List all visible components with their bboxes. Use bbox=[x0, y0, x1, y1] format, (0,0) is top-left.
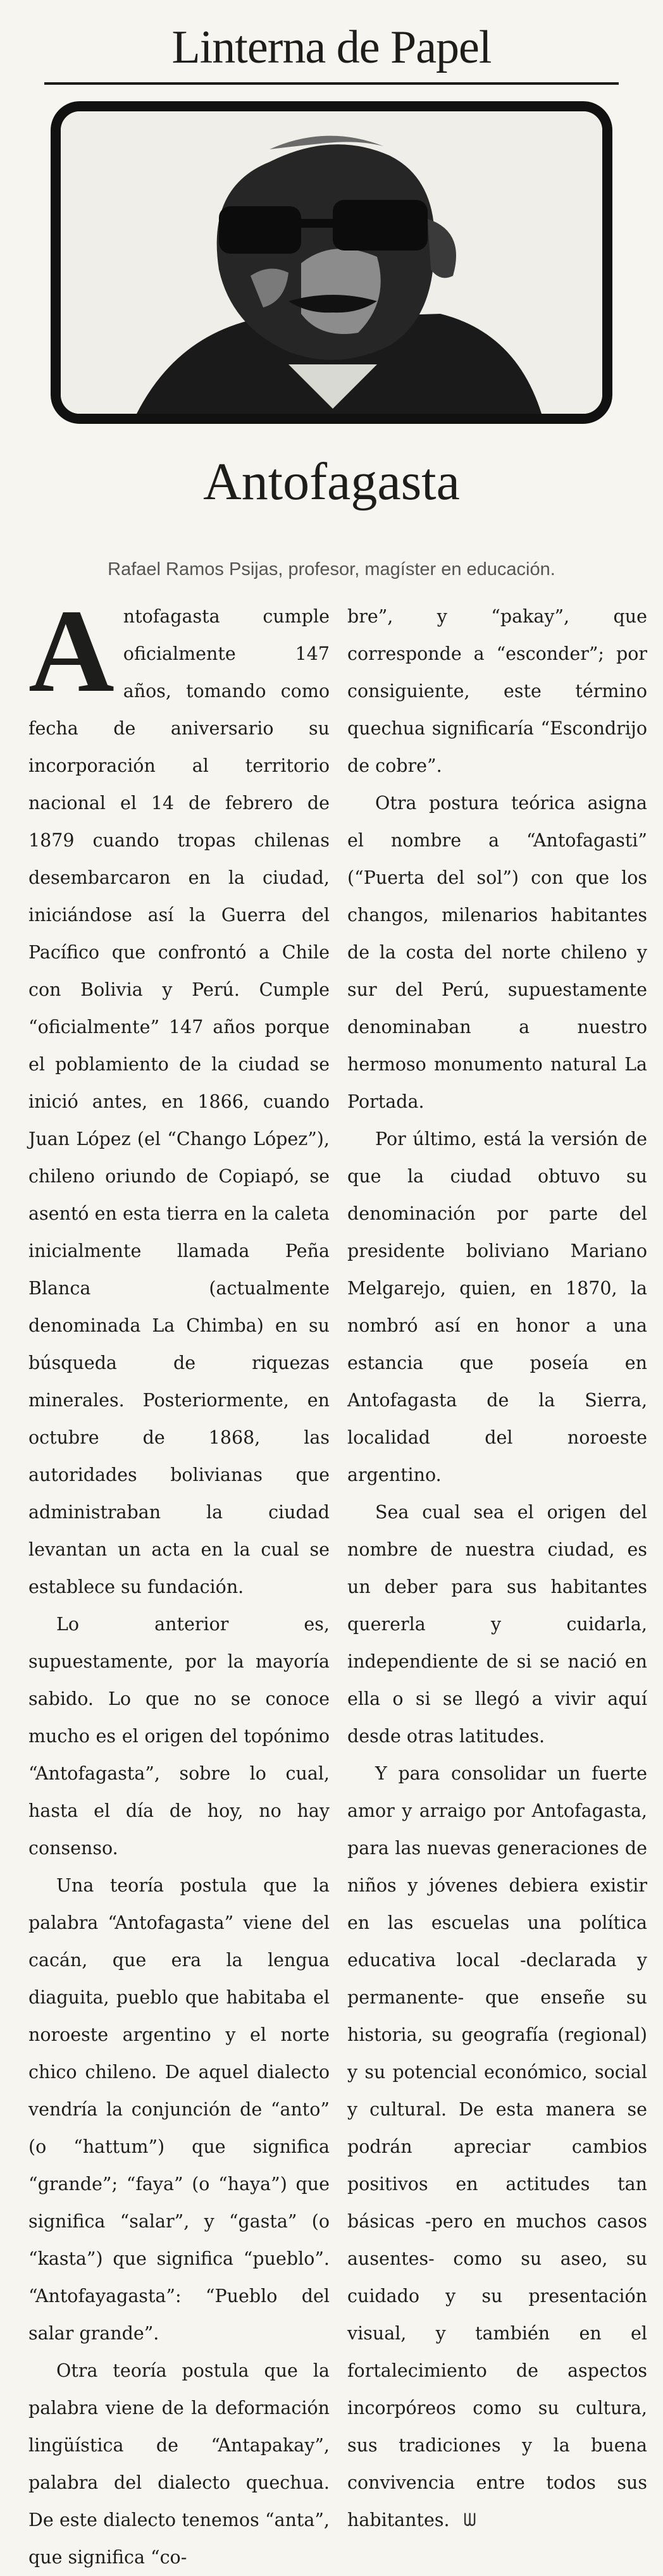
article-paragraph: Sea cual sea el origen del nombre de nuestra ciudad, es un deber para sus habitantes quererla y cuidarla, independiente de si se nació en ella o si se llegó a vivir aquí desde otras latitudes. bbox=[347, 1502, 647, 1747]
article-paragraph: Otra postura teórica asigna el nombre a “Antofagasti” (“Puerta del sol”) con que los changos, milenarios habitantes de la costa del norte chileno y sur del Perú, supuestamente denominaban a nuestro hermoso monumento natural La Portada. bbox=[347, 793, 647, 1112]
paragraph-text: Y para consolidar un fuerte amor y arraigo por Antofagasta, para las nuevas generaciones de niños y jóvenes debiera existir en las escuelas una política educativa local -declarada y permanente- que enseñe su historia, su geografía (regional) y su potencial económico, social y cultural. De esta manera se podrán apreciar cambios positivos en actitudes tan básicas -pero en muchos casos ausentes- como su aseo, su cuidado y su presentación visual, y también en el fortalecimiento de aspectos incorpóreos como su cultura, sus tradiciones y la buena convivencia entre todos sus habitantes. bbox=[347, 1763, 647, 2530]
end-of-article-icon: ᗯ bbox=[463, 2510, 476, 2530]
article-paragraph bbox=[347, 1755, 647, 2539]
article-paragraph: Una teoría postula que la palabra “Antofagasta” viene del cacán, que era la lengua diaguita, pueblo que habitaba el noroeste argentino y el norte chico chileno. De aquel dialecto vendría la conjunción de “anto” (o “hattum”) que significa “grande”; “faya” (o “haya”) que significa “salar”, y “gasta” (o “kasta”) que significa “pueblo”. “Antofayagasta”: “Pueblo del salar grande”. bbox=[28, 1875, 330, 2344]
drop-cap: A bbox=[28, 585, 115, 717]
article-column-left bbox=[28, 585, 330, 2576]
article-column-right bbox=[347, 598, 647, 2539]
article-byline: Rafael Ramos Psijas, profesor, magíster en educación. bbox=[108, 559, 555, 579]
article-paragraph: bre”, y “pakay”, que corresponde a “esconder”; por consiguiente, este término quechua significaría “Escondrijo de cobre”. bbox=[347, 606, 647, 776]
article-paragraph: Otra teoría postula que la palabra viene de la deformación lingüística de “Antapakay”, palabra del dialecto quechua. De este dialecto tenemos “anta”, que significa “co- bbox=[28, 2360, 330, 2568]
section-title: Linterna de Papel bbox=[171, 22, 492, 73]
article-paragraph bbox=[28, 585, 330, 1606]
portrait-illustration bbox=[61, 111, 602, 414]
article-headline: Antofagasta bbox=[203, 452, 460, 511]
paragraph-text: ntofagasta cumple oficialmente 147 años, tomando como fecha de aniversario su incorporación al territorio nacional el 14 de febrero de 1879 cuando tropas chilenas desembarcaron en la ciudad, iniciándose así la Guerra del Pacífico que confrontó a Chile con Bolivia y Perú. Cumple “oficialmente” 147 años porque el poblamiento de la ciudad se inició antes, en 1866, cuando Juan López (el “Chango López”), chileno oriundo de Copiapó, se asentó en esta tierra en la caleta inicialmente llamada Peña Blanca (actualmente denominada La Chimba) en su búsqueda de riquezas minerales. Posteriormente, en octubre de 1868, las autoridades bolivianas que administraban la ciudad levantan un acta en la cual se establece su fundación. bbox=[28, 606, 330, 1597]
article-paragraph: Por último, está la versión de que la ciudad obtuvo su denominación por parte del presidente boliviano Mariano Melgarejo, quien, en 1870, la nombró así en honor a una estancia que poseía en Antofagasta de la Sierra, localidad del noroeste argentino. bbox=[347, 1129, 647, 1485]
article-paragraph: Lo anterior es, supuestamente, por la mayoría sabido. Lo que no se conoce mucho es el origen del topónimo “Antofagasta”, sobre lo cual, hasta el día de hoy, no hay consenso. bbox=[28, 1614, 330, 1859]
author-portrait bbox=[51, 101, 612, 424]
title-rule bbox=[44, 82, 619, 85]
